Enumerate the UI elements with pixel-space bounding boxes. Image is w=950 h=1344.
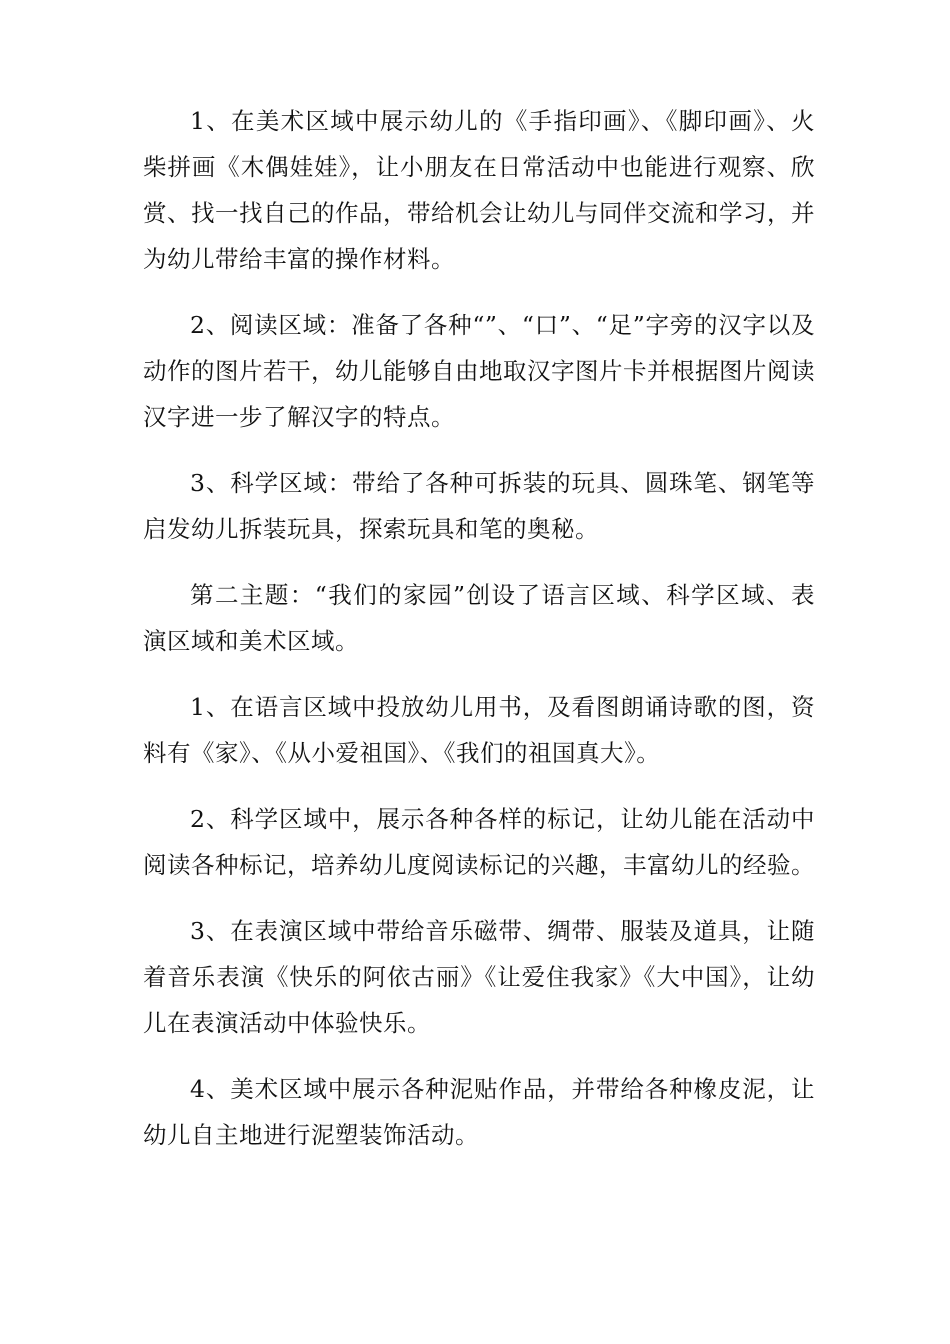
paragraph-reading-area: 2、阅读区域：准备了各种“”、“口”、“足”字旁的汉字以及动作的图片若干，幼儿能够自由地取汉字图片卡并根据图片阅读汉字进一步了解汉字的特点。 — [143, 311, 815, 431]
paragraph-art-area-display: 1、在美术区域中展示幼儿的《手指印画》、《脚印画》、火柴拼画《木偶娃娃》，让小朋友在日常活动中也能进行观察、欣赏、找一找自己的作品，带给机会让幼儿与同伴交流和学习，并为幼儿带给丰富的操作材料。 — [143, 107, 815, 273]
paragraph-science-area-signs: 2、科学区域中，展示各种各样的标记，让幼儿能在活动中阅读各种标记，培养幼儿度阅读标记的兴趣，丰富幼儿的经验。 — [143, 805, 815, 879]
paragraph-performance-area: 3、在表演区域中带给音乐磁带、绸带、服装及道具，让随着音乐表演《快乐的阿依古丽》《让爱住我家》《大中国》，让幼儿在表演活动中体验快乐。 — [143, 917, 815, 1037]
paragraph-science-area: 3、科学区域：带给了各种可拆装的玩具、圆珠笔、钢笔等启发幼儿拆装玩具，探索玩具和笔的奥秘。 — [143, 469, 815, 543]
paragraph-art-area-clay: 4、美术区域中展示各种泥贴作品，并带给各种橡皮泥，让幼儿自主地进行泥塑装饰活动。 — [143, 1075, 815, 1149]
paragraph-language-area: 1、在语言区域中投放幼儿用书，及看图朗诵诗歌的图，资料有《家》、《从小爱祖国》、《我们的祖国真大》。 — [143, 693, 815, 767]
paragraph-second-theme: 第二主题：“我们的家园”创设了语言区域、科学区域、表演区域和美术区域。 — [143, 581, 815, 655]
document-body — [143, 98, 815, 1178]
